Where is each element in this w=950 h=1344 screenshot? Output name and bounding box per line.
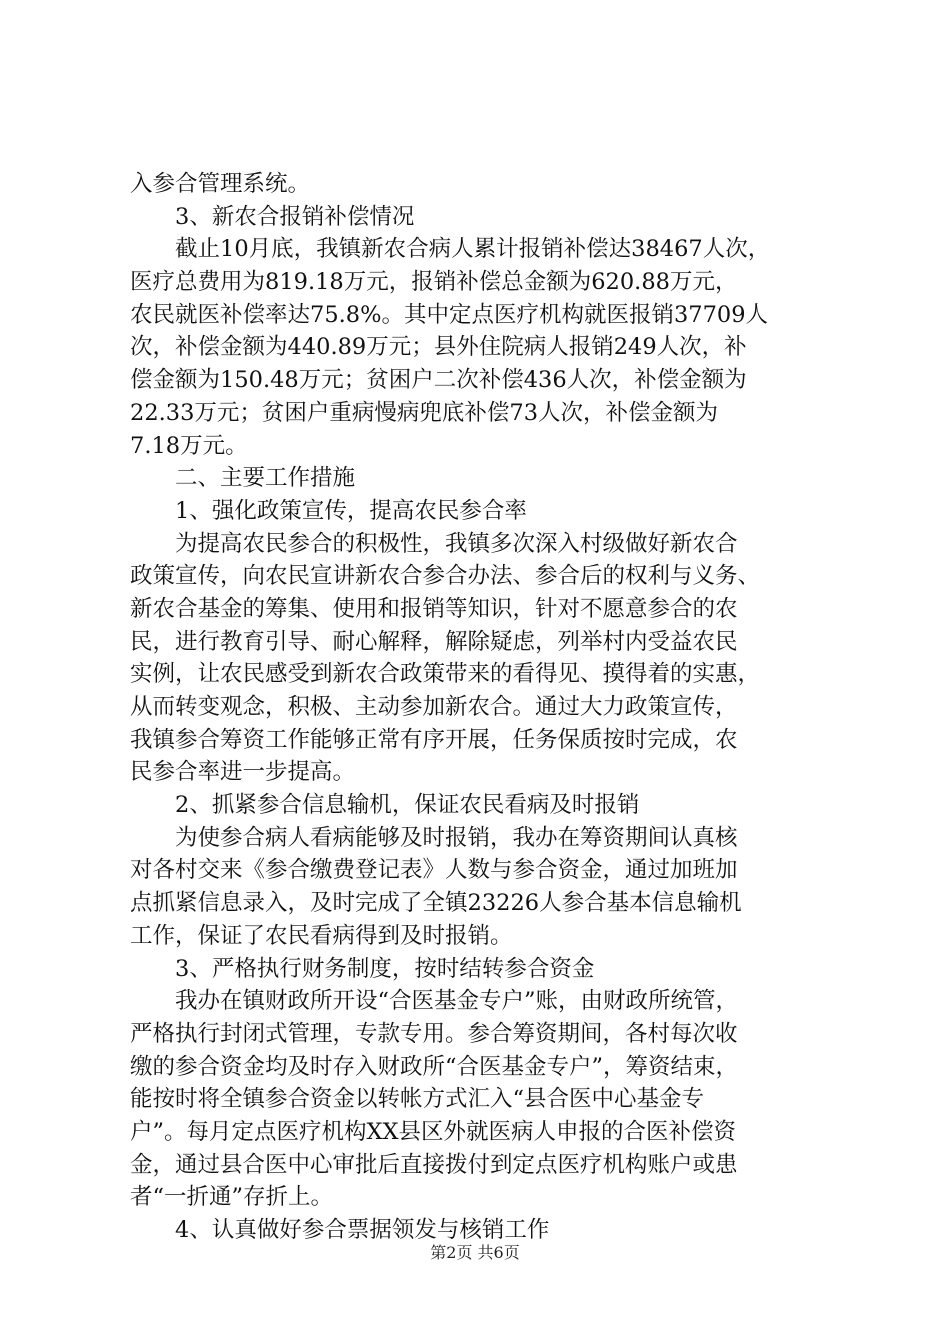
text-line: 能按时将全镇参合资金以转帐方式汇入“县合医中心基金专 — [130, 1086, 705, 1113]
text-line: 实例，让农民感受到新农合政策带来的看得见、摸得着的实惠， — [130, 661, 761, 688]
text-line: 严格执行封闭式管理，专款专用。参合筹资期间，各村每次收 — [130, 1020, 738, 1047]
text-line: 对各村交来《参合缴费登记表》人数与参合资金，通过加班加 — [130, 857, 738, 884]
text-line: 我办在镇财政所开设“合医基金专户”账，由财政所统管， — [175, 988, 739, 1015]
text-line: 民，进行教育引导、耐心解释，解除疑虑，列举村内受益农民 — [130, 628, 738, 655]
page-footer: 第2页 共6页 — [430, 1243, 520, 1262]
text-line: 为提高农民参合的积极性，我镇多次深入村级做好新农合 — [175, 530, 738, 557]
text-line: 截止10月底，我镇新农合病人累计报销补偿达38467人次， — [175, 236, 771, 263]
text-line: 22.33万元；贫困户重病慢病兜底补偿73人次，补偿金额为 — [130, 399, 719, 426]
text-line: 医疗总费用为819.18万元，报销补偿总金额为620.88万元， — [130, 269, 738, 296]
text-line: 从而转变观念，积极、主动参加新农合。通过大力政策宣传， — [130, 694, 738, 720]
text-line: 3、严格执行财务制度，按时结转参合资金 — [175, 955, 595, 982]
text-line: 偿金额为150.48万元；贫困户二次补偿436人次，补偿金额为 — [130, 367, 747, 394]
text-line: 为使参合病人看病能够及时报销，我办在筹资期间认真核 — [175, 824, 738, 851]
text-line: 入参合管理系统。 — [130, 171, 311, 197]
text-line: 2、抓紧参合信息输机，保证农民看病及时报销 — [175, 792, 640, 819]
text-line: 农民就医补偿率达75.8%。其中定点医疗机构就医报销37709人 — [130, 301, 769, 328]
document-body — [130, 168, 820, 1247]
text-line: 次，补偿金额为440.89万元；县外住院病人报销249人次，补 — [130, 334, 747, 361]
text-line: 4、认真做好参合票据领发与核销工作 — [175, 1217, 550, 1243]
text-line: 缴的参合资金均及时存入财政所“合医基金专户”，筹资结束， — [130, 1053, 739, 1080]
text-line: 1、强化政策宣传，提高农民参合率 — [175, 497, 527, 524]
text-line: 工作，保证了农民看病得到及时报销。 — [130, 922, 513, 949]
text-line: 二、主要工作措施 — [175, 465, 356, 492]
text-line: 政策宣传，向农民宣讲新农合参合办法、参合后的权利与义务、 — [130, 563, 761, 590]
text-line: 金，通过县合医中心审批后直接拨付到定点医疗机构账户或患 — [130, 1151, 738, 1178]
text-line: 3、新农合报销补偿情况 — [175, 203, 415, 230]
text-line: 点抓紧信息录入，及时完成了全镇23226人参合基本信息输机 — [130, 890, 742, 917]
text-line: 者“一折通”存折上。 — [130, 1184, 334, 1211]
text-line: 我镇参合筹资工作能够正常有序开展，任务保质按时完成，农 — [130, 726, 738, 753]
text-line: 户”。每月定点医疗机构XX县区外就医病人申报的合医补偿资 — [130, 1118, 737, 1145]
text-line: 民参合率进一步提高。 — [130, 759, 356, 786]
text-line: 7.18万元。 — [130, 432, 248, 459]
text-line: 新农合基金的筹集、使用和报销等知识，针对不愿意参合的农 — [130, 595, 738, 622]
